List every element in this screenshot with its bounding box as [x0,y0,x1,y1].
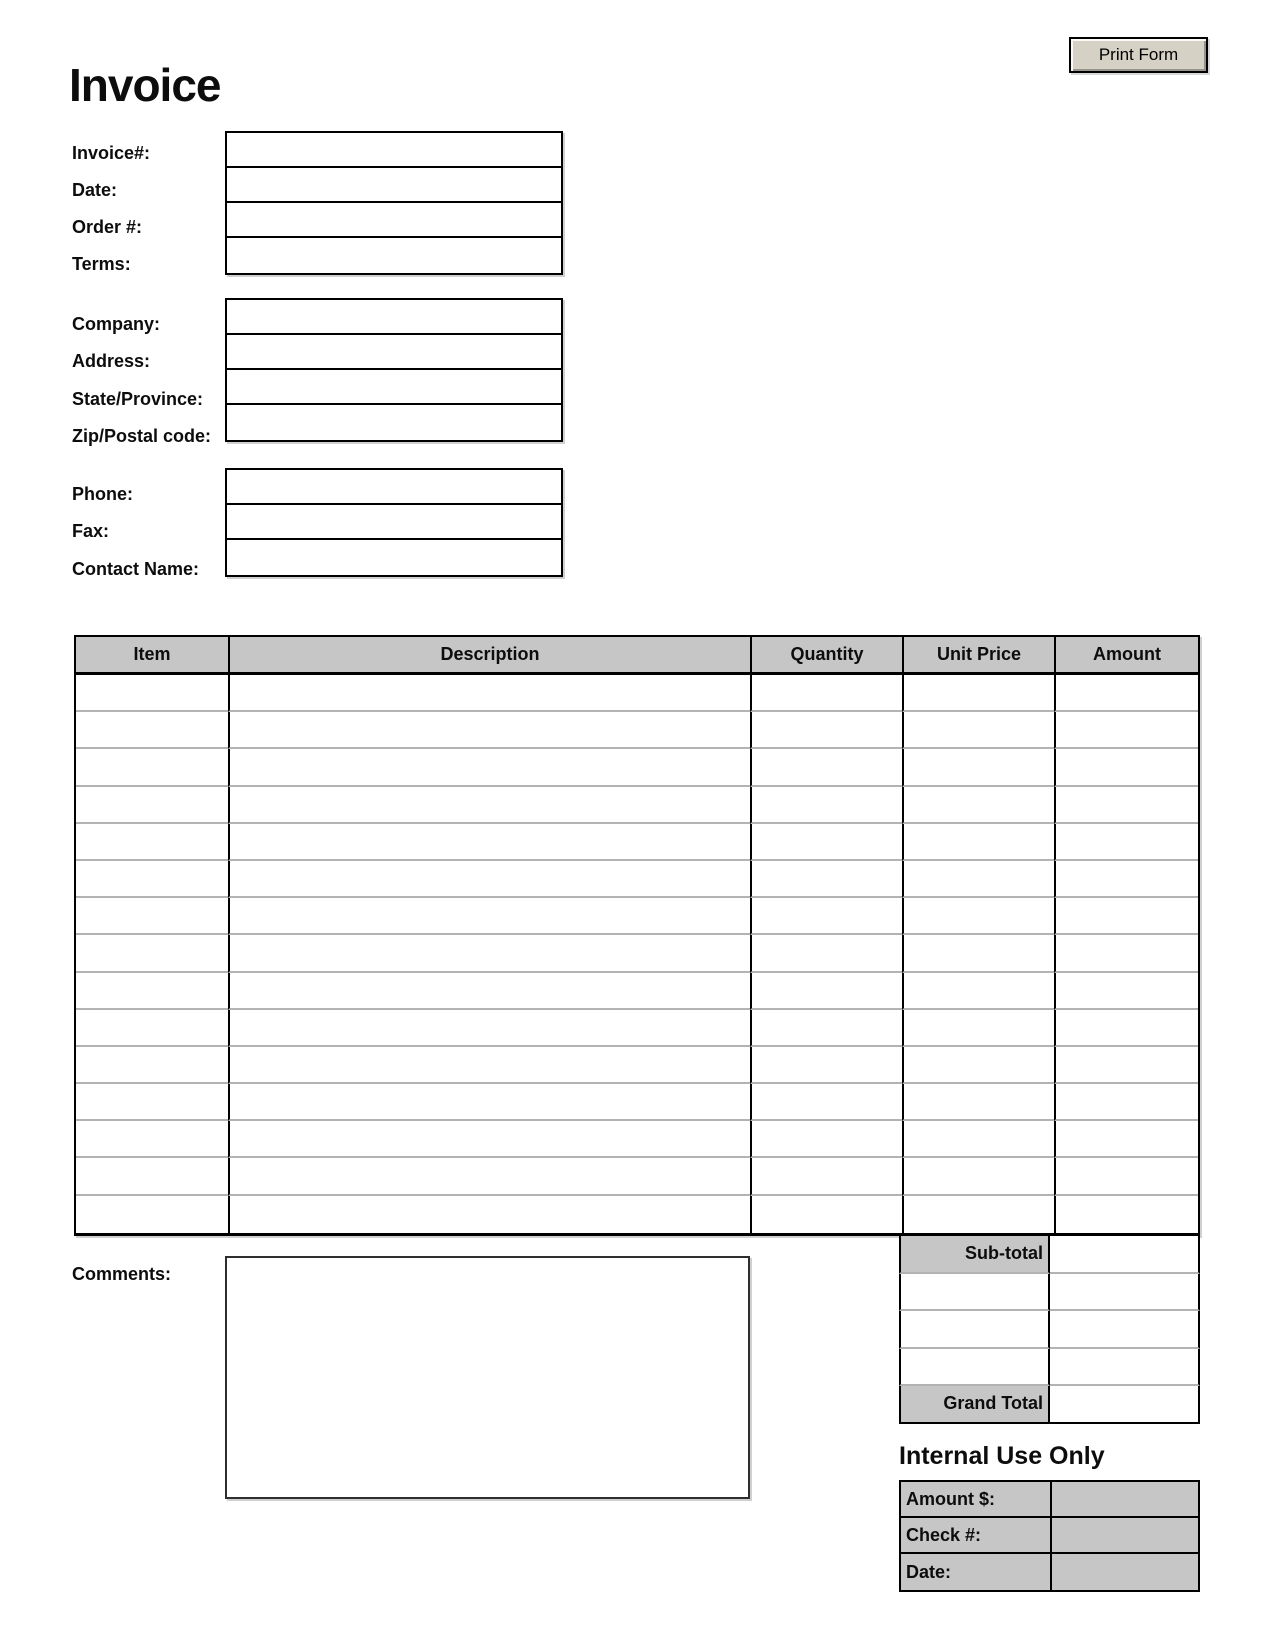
item-row-11 [76,1047,1198,1084]
item-cell-input[interactable] [228,1196,750,1233]
item-cell-input[interactable] [76,1121,228,1158]
item-cell-input[interactable] [1054,1084,1198,1121]
item-row-13 [76,1121,1198,1158]
items-table-header [76,637,1198,675]
totals-grid [899,1236,1200,1424]
totals-value-input-3[interactable] [1050,1311,1200,1349]
fax-label: Fax: [72,521,110,541]
item-cell-input[interactable] [228,787,750,824]
terms-input[interactable] [227,238,561,273]
column-header-quantity: Quantity [750,637,902,672]
internal-amount-row [901,1482,1198,1518]
date-input[interactable] [227,168,561,203]
internal-use-heading: Internal Use Only [899,1442,1105,1470]
item-row-14 [76,1158,1198,1195]
item-cell-input[interactable] [902,1047,1054,1084]
invoice-meta-fieldgroup [225,131,563,275]
internal-date-row [901,1554,1198,1590]
internal-amount-label: Amount $: [901,1482,1052,1516]
state-province-label: State/Province: [72,389,204,409]
item-cell-input[interactable] [1054,898,1198,935]
item-cell-input[interactable] [750,1010,902,1047]
item-cell-input[interactable] [1054,712,1198,749]
item-cell-input[interactable] [228,1121,750,1158]
sub-total-label: Sub-total [899,1236,1050,1274]
item-row-10 [76,1010,1198,1047]
item-cell-input[interactable] [902,675,1054,712]
item-cell-input[interactable] [76,749,228,786]
internal-amount-input[interactable] [1052,1482,1198,1516]
totals-value-input-2[interactable] [1050,1274,1200,1312]
item-cell-input[interactable] [902,1196,1054,1233]
item-cell-input[interactable] [1054,935,1198,972]
totals-value-input-4[interactable] [1050,1349,1200,1387]
item-cell-input[interactable] [228,749,750,786]
zip-postal-code-label: Zip/Postal code: [72,426,212,446]
phone-input[interactable] [227,470,561,505]
item-cell-input[interactable] [228,898,750,935]
totals-row-3 [899,1311,1200,1349]
item-cell-input[interactable] [902,787,1054,824]
terms-label: Terms: [72,254,131,274]
item-cell-input[interactable] [76,712,228,749]
item-cell-input[interactable] [750,935,902,972]
item-cell-input[interactable] [750,1196,902,1233]
item-cell-input[interactable] [228,1010,750,1047]
invoice-number-label: Invoice#: [72,143,151,163]
item-cell-input[interactable] [228,1047,750,1084]
item-cell-input[interactable] [750,1047,902,1084]
item-cell-input[interactable] [1054,675,1198,712]
item-cell-input[interactable] [76,898,228,935]
totals-value-input-5[interactable] [1050,1386,1200,1424]
item-cell-input[interactable] [76,1084,228,1121]
item-cell-input[interactable] [750,749,902,786]
item-cell-input[interactable] [76,1158,228,1195]
item-cell-input[interactable] [902,898,1054,935]
item-cell-input[interactable] [750,787,902,824]
page-title: Invoice [69,59,221,111]
item-cell-input[interactable] [750,861,902,898]
internal-date-input[interactable] [1052,1554,1198,1590]
address-input[interactable] [227,335,561,370]
item-row-5 [76,824,1198,861]
item-cell-input[interactable] [1054,1010,1198,1047]
item-row-9 [76,973,1198,1010]
item-cell-input[interactable] [1054,1158,1198,1195]
date-label: Date: [72,180,118,200]
column-header-item: Item [133,644,171,664]
item-cell-input[interactable] [76,1010,228,1047]
internal-check-number-label: Check #: [901,1518,1052,1552]
item-cell-input[interactable] [76,675,228,712]
comments-label: Comments: [72,1264,172,1284]
item-cell-input[interactable] [76,1047,228,1084]
item-cell-input[interactable] [228,712,750,749]
totals-blank-label [899,1311,1050,1349]
internal-use-table [899,1480,1200,1592]
contact-name-label: Contact Name: [72,559,200,579]
item-cell-input[interactable] [1054,1196,1198,1233]
item-cell-input[interactable] [1054,1047,1198,1084]
phone-label: Phone: [72,484,133,504]
item-row-6 [76,861,1198,898]
internal-date-label: Date: [901,1554,1052,1590]
item-cell-input[interactable] [750,973,902,1010]
item-cell-input[interactable] [750,824,902,861]
item-row-15 [76,1196,1198,1233]
order-number-label: Order #: [72,217,143,237]
contact-name-input[interactable] [227,540,561,575]
totals-blank-label [899,1349,1050,1387]
company-input[interactable] [227,300,561,335]
contact-fieldgroup [225,468,563,577]
totals-blank-label [899,1274,1050,1312]
item-cell-input[interactable] [902,1121,1054,1158]
fax-input[interactable] [227,505,561,540]
totals-row-2 [899,1274,1200,1312]
item-cell-input[interactable] [750,712,902,749]
item-row-2 [76,712,1198,749]
item-cell-input[interactable] [76,935,228,972]
item-cell-input[interactable] [76,861,228,898]
totals-value-input-1[interactable] [1050,1236,1200,1274]
print-form-button[interactable]: Print Form [1069,37,1208,73]
item-cell-input[interactable] [228,1084,750,1121]
invoice-number-input[interactable] [227,133,561,168]
item-cell-input[interactable] [76,824,228,861]
item-cell-input[interactable] [228,935,750,972]
item-cell-input[interactable] [902,1158,1054,1195]
item-cell-input[interactable] [228,824,750,861]
totals-row-1 [899,1236,1200,1274]
item-row-12 [76,1084,1198,1121]
item-row-8 [76,935,1198,972]
item-cell-input[interactable] [750,1121,902,1158]
item-cell-input[interactable] [750,675,902,712]
internal-check-number-row [901,1518,1198,1554]
item-cell-input[interactable] [228,1158,750,1195]
item-cell-input[interactable] [1054,787,1198,824]
item-cell-input[interactable] [228,861,750,898]
item-cell-input[interactable] [76,1196,228,1233]
zip-postal-code-input[interactable] [227,405,561,440]
totals-row-5 [899,1386,1200,1424]
column-header-description: Description [228,637,750,672]
item-row-4 [76,787,1198,824]
item-cell-input[interactable] [76,973,228,1010]
item-cell-input[interactable] [750,1158,902,1195]
item-cell-input[interactable] [1054,824,1198,861]
item-row-1 [76,675,1198,712]
column-header-amount: Amount [1054,637,1198,672]
item-cell-input[interactable] [750,898,902,935]
totals-row-4 [899,1349,1200,1387]
item-cell-input[interactable] [76,787,228,824]
address-label: Address: [72,351,151,371]
item-row-7 [76,898,1198,935]
column-header-unit-price: Unit Price [902,637,1054,672]
item-cell-input[interactable] [902,935,1054,972]
item-cell-input[interactable] [228,973,750,1010]
item-cell-input[interactable] [228,675,750,712]
internal-check-number-input[interactable] [1052,1518,1198,1552]
item-cell-input[interactable] [750,1084,902,1121]
item-row-3 [76,749,1198,786]
state-province-input[interactable] [227,370,561,405]
item-cell-input[interactable] [902,712,1054,749]
company-fieldgroup [225,298,563,442]
item-cell-input[interactable] [902,824,1054,861]
order-number-input[interactable] [227,203,561,238]
item-cell-input[interactable] [902,1010,1054,1047]
item-cell-input[interactable] [902,861,1054,898]
comments-input[interactable] [225,1256,750,1499]
item-cell-input[interactable] [1054,1121,1198,1158]
item-cell-input[interactable] [1054,973,1198,1010]
item-cell-input[interactable] [902,973,1054,1010]
item-cell-input[interactable] [1054,861,1198,898]
item-cell-input[interactable] [902,749,1054,786]
items-table-body [76,675,1198,1233]
items-table [74,635,1200,1236]
item-cell-input[interactable] [1054,749,1198,786]
company-label: Company: [72,314,161,334]
grand-total-label: Grand Total [899,1386,1050,1424]
item-cell-input[interactable] [902,1084,1054,1121]
